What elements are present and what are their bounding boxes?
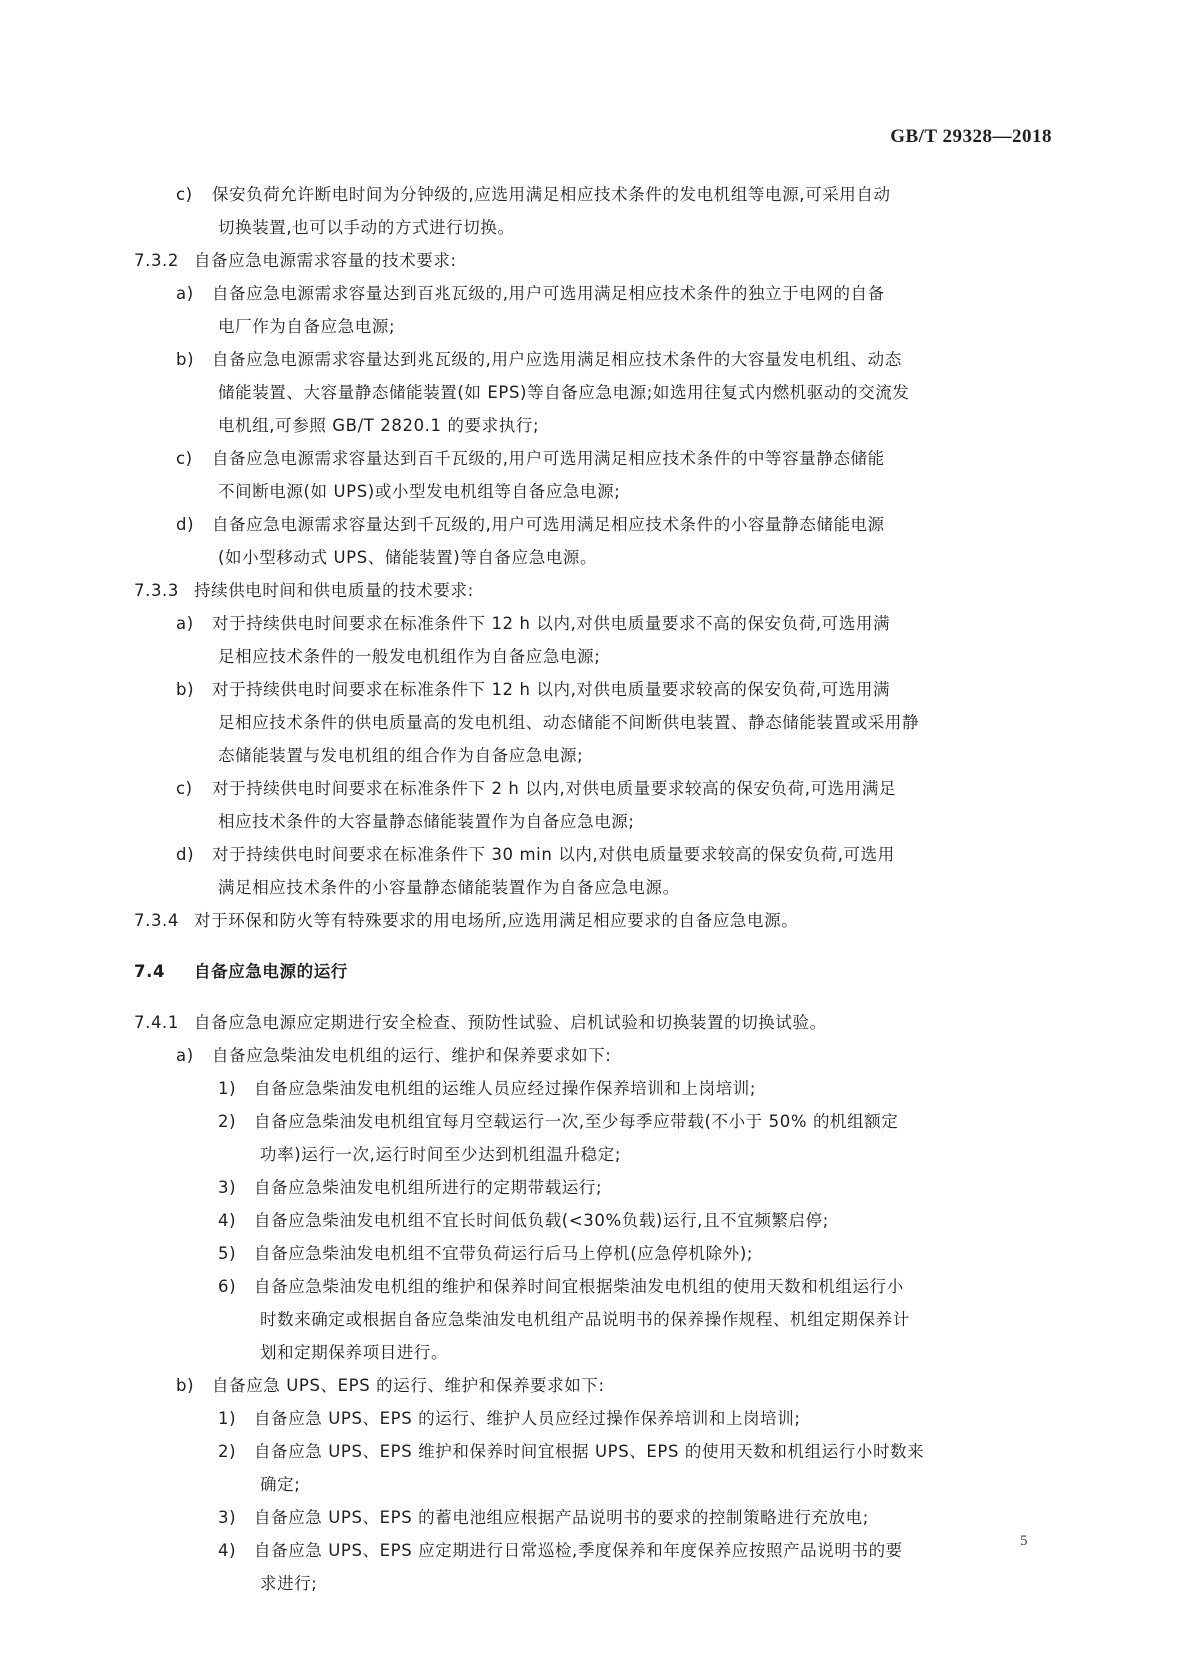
line-text: 对于持续供电时间要求在标准条件下 12 h 以内,对供电质量要求不高的保安负荷,可选用满 (212, 614, 891, 633)
list-label: b) (176, 350, 195, 369)
line-text: 自备应急 UPS、EPS 的蓄电池组应根据产品说明书的要求的控制策略进行充放电; (254, 1508, 869, 1527)
text-line (218, 1402, 801, 1435)
line-text: 对于持续供电时间要求在标准条件下 12 h 以内,对供电质量要求较高的保安负荷,可选用满 (212, 680, 891, 699)
text-line (176, 607, 890, 640)
line-text: 不间断电源(如 UPS)或小型发电机组等自备应急电源; (218, 482, 621, 501)
clause-number: 7.4.1 (134, 1013, 179, 1032)
text-line (218, 541, 597, 574)
text-line (176, 1369, 605, 1402)
line-text: 自备应急柴油发电机组的运维人员应经过操作保养培训和上岗培训; (254, 1079, 757, 1098)
line-text: 切换装置,也可以手动的方式进行切换。 (218, 218, 515, 237)
list-label: 3) (218, 1508, 237, 1527)
text-line (176, 178, 891, 211)
text-line (176, 673, 890, 706)
line-text: 功率)运行一次,运行时间至少达到机组温升稳定; (260, 1145, 622, 1164)
line-text: 确定; (260, 1475, 301, 1494)
list-label: 2) (218, 1442, 237, 1461)
line-text: 电厂作为自备应急电源; (218, 317, 396, 336)
list-label: b) (176, 680, 195, 699)
line-text: 对于环保和防火等有特殊要求的用电场所,应选用满足相应要求的自备应急电源。 (194, 911, 799, 930)
text-line (134, 244, 457, 277)
text-line (218, 739, 583, 772)
text-line (218, 409, 539, 442)
clause-number: 7.3.2 (134, 251, 179, 270)
line-text: 自备应急电源需求容量达到百兆瓦级的,用户可选用满足相应技术条件的独立于电网的自备 (212, 284, 885, 303)
list-label: b) (176, 1376, 195, 1395)
list-label: 6) (218, 1277, 237, 1296)
line-text: 自备应急 UPS、EPS 的运行、维护和保养要求如下: (212, 1376, 605, 1395)
line-text: 足相应技术条件的供电质量高的发电机组、动态储能不间断供电装置、静态储能装置或采用静 (218, 713, 920, 732)
text-line (176, 838, 895, 871)
line-text: 自备应急 UPS、EPS 维护和保养时间宜根据 UPS、EPS 的使用天数和机组运行小时数来 (254, 1442, 925, 1461)
line-text: 持续供电时间和供电质量的技术要求: (194, 581, 474, 600)
text-line (218, 1534, 903, 1567)
list-label: a) (176, 614, 194, 633)
text-line (218, 1237, 753, 1270)
text-line (134, 904, 798, 937)
text-line (176, 772, 896, 805)
line-text: 自备应急 UPS、EPS 应定期进行日常巡检,季度保养和年度保养应按照产品说明书的要 (254, 1541, 903, 1560)
text-line (176, 442, 885, 475)
text-line (134, 574, 474, 607)
list-label: 3) (218, 1178, 237, 1197)
text-line (218, 376, 909, 409)
line-text: 自备应急柴油发电机组所进行的定期带载运行; (254, 1178, 603, 1197)
list-label: 5) (218, 1244, 237, 1263)
text-line (218, 706, 919, 739)
text-line (260, 1567, 317, 1600)
line-text: 自备应急柴油发电机组宜每月空载运行一次,至少每季应带载(不小于 50% 的机组额定 (254, 1112, 899, 1131)
list-label: 1) (218, 1079, 237, 1098)
clause-number: 7.4 (134, 962, 166, 981)
list-label: a) (176, 1046, 194, 1065)
list-label: 4) (218, 1211, 237, 1230)
section-heading (134, 955, 348, 988)
list-label: c) (176, 779, 193, 798)
list-label: c) (176, 185, 193, 204)
text-line (218, 211, 515, 244)
line-text: 自备应急柴油发电机组的运行、维护和保养要求如下: (212, 1046, 612, 1065)
line-text: 保安负荷允许断电时间为分钟级的,应选用满足相应技术条件的发电机组等电源,可采用自动 (212, 185, 891, 204)
line-text: 自备应急电源需求容量达到百千瓦级的,用户可选用满足相应技术条件的中等容量静态储能 (212, 449, 885, 468)
line-text: 足相应技术条件的一般发电机组作为自备应急电源; (218, 647, 601, 666)
line-text: 自备应急电源需求容量达到千瓦级的,用户可选用满足相应技术条件的小容量静态储能电源 (212, 515, 885, 534)
text-line (218, 871, 680, 904)
line-text: 划和定期保养项目进行。 (260, 1343, 449, 1362)
text-line (260, 1336, 448, 1369)
line-text: 自备应急柴油发电机组不宜长时间低负载(<30%负载)运行,且不宜频繁启停; (254, 1211, 829, 1230)
text-line (260, 1138, 621, 1171)
line-text: 态储能装置与发电机组的组合作为自备应急电源; (218, 746, 584, 765)
line-text: 满足相应技术条件的小容量静态储能装置作为自备应急电源。 (218, 878, 680, 897)
clause-number: 7.3.4 (134, 911, 179, 930)
line-text: 自备应急柴油发电机组的维护和保养时间宜根据柴油发电机组的使用天数和机组运行小 (254, 1277, 904, 1296)
page-number: 5 (1020, 1533, 1028, 1549)
line-text: 自备应急电源需求容量达到兆瓦级的,用户应选用满足相应技术条件的大容量发电机组、动态 (212, 350, 902, 369)
text-line (260, 1468, 300, 1501)
text-line (176, 508, 885, 541)
text-line (218, 310, 395, 343)
text-line (218, 475, 620, 508)
standard-code: GB/T 29328—2018 (890, 126, 1052, 147)
line-text: 相应技术条件的大容量静态储能装置作为自备应急电源; (218, 812, 635, 831)
list-label: d) (176, 845, 195, 864)
text-line (218, 1171, 602, 1204)
text-line (134, 1006, 827, 1039)
line-text: 对于持续供电时间要求在标准条件下 2 h 以内,对供电质量要求较高的保安负荷,可选用满足 (212, 779, 897, 798)
clause-number: 7.3.3 (134, 581, 179, 600)
list-label: 4) (218, 1541, 237, 1560)
line-text: 储能装置、大容量静态储能装置(如 EPS)等自备应急电源;如选用往复式内燃机驱动的交流发 (218, 383, 910, 402)
text-line (218, 1270, 904, 1303)
text-line (218, 805, 635, 838)
text-line (218, 1204, 829, 1237)
list-label: 2) (218, 1112, 237, 1131)
line-text: 自备应急柴油发电机组不宜带负荷运行后马上停机(应急停机除外); (254, 1244, 754, 1263)
text-line (176, 1039, 611, 1072)
line-text: (如小型移动式 UPS、储能装置)等自备应急电源。 (218, 548, 598, 567)
line-text: 自备应急电源的运行 (194, 962, 348, 981)
list-label: c) (176, 449, 193, 468)
text-line (218, 1105, 898, 1138)
line-text: 自备应急电源应定期进行安全检查、预防性试验、启机试验和切换装置的切换试验。 (194, 1013, 827, 1032)
text-line (218, 1501, 869, 1534)
text-line (218, 1435, 924, 1468)
text-line (260, 1303, 910, 1336)
line-text: 对于持续供电时间要求在标准条件下 30 min 以内,对供电质量要求较高的保安负荷,可选用 (212, 845, 895, 864)
line-text: 时数来确定或根据自备应急柴油发电机组产品说明书的保养操作规程、机组定期保养计 (260, 1310, 910, 1329)
list-label: 1) (218, 1409, 237, 1428)
text-line (218, 1072, 756, 1105)
list-label: a) (176, 284, 194, 303)
text-line (176, 343, 902, 376)
list-label: d) (176, 515, 195, 534)
line-text: 自备应急电源需求容量的技术要求: (194, 251, 457, 270)
text-line (176, 277, 885, 310)
text-line (218, 640, 600, 673)
line-text: 电机组,可参照 GB/T 2820.1 的要求执行; (218, 416, 540, 435)
line-text: 求进行; (260, 1574, 318, 1593)
line-text: 自备应急 UPS、EPS 的运行、维护人员应经过操作保养培训和上岗培训; (254, 1409, 801, 1428)
